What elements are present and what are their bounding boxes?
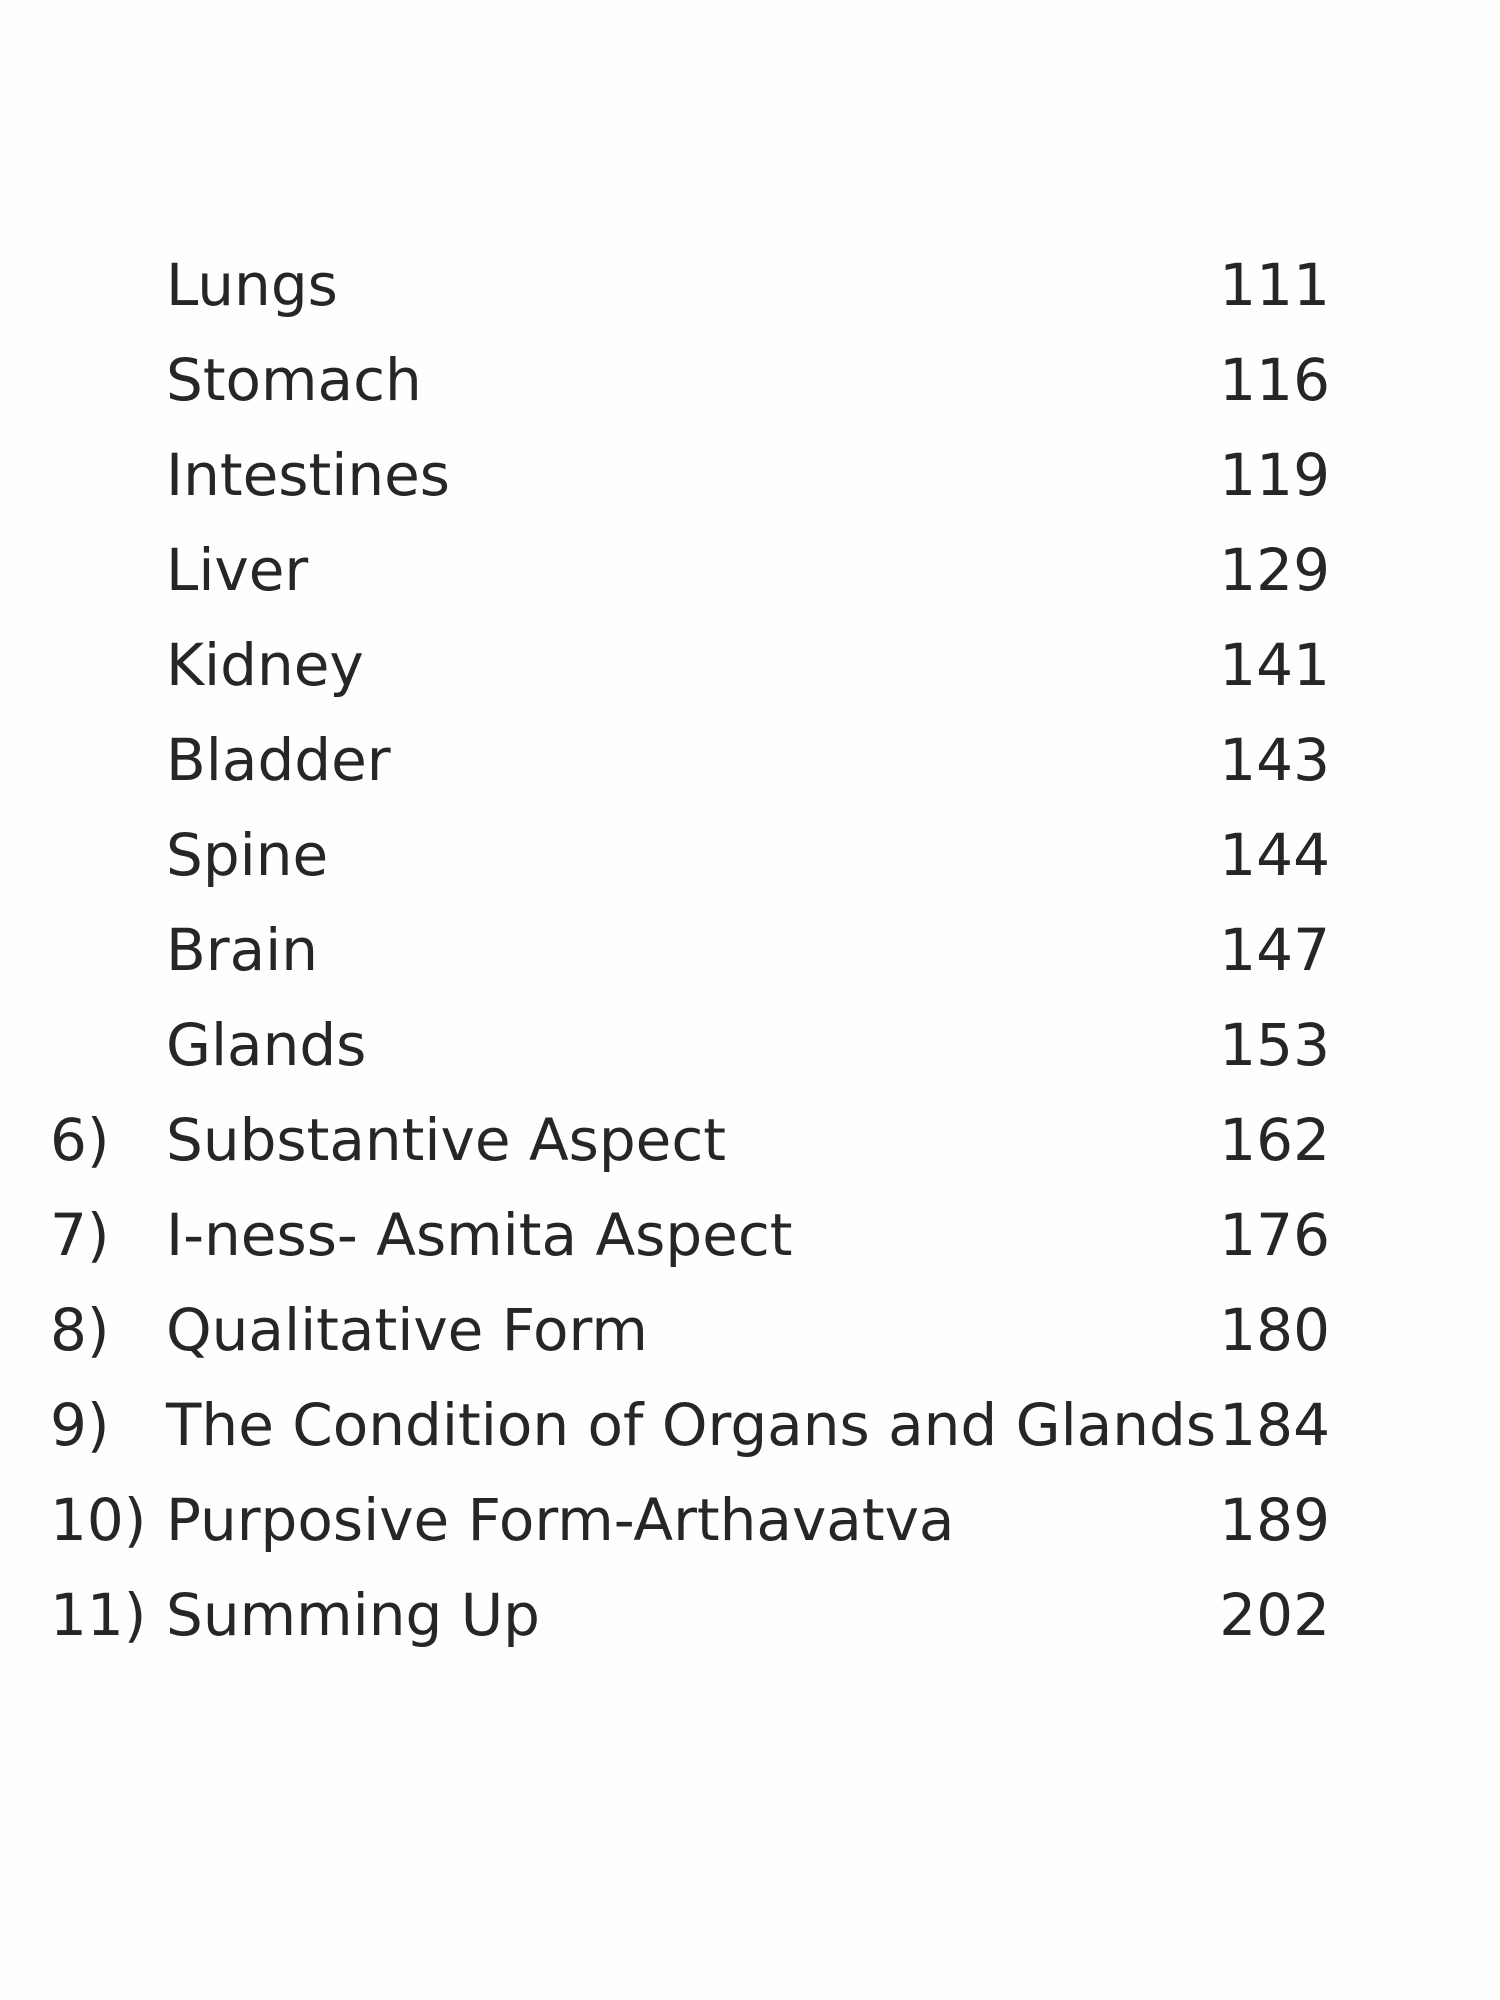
toc-entry-title: Qualitative Form <box>166 1296 648 1364</box>
toc-entry-page: 202 <box>1219 1581 1330 1649</box>
toc-entry-title: Intestines <box>166 441 451 509</box>
toc-entry-title: Glands <box>166 1011 367 1079</box>
toc-entry-number: 10) <box>50 1486 147 1554</box>
toc-entry-title: Purposive Form-Arthavatva <box>166 1486 955 1554</box>
toc-entry <box>0 1093 1500 1188</box>
toc-entry-page: 143 <box>1219 726 1330 794</box>
toc-entry-title: Brain <box>166 916 319 984</box>
toc-entry-page: 147 <box>1219 916 1330 984</box>
toc-entry <box>0 428 1500 523</box>
toc-entry-page: 116 <box>1219 346 1330 414</box>
toc-entry-number: 7) <box>50 1201 110 1269</box>
toc-entry-page: 141 <box>1219 631 1330 699</box>
toc-entry <box>0 523 1500 618</box>
toc-entry-page: 111 <box>1219 251 1330 319</box>
toc-entry <box>0 333 1500 428</box>
toc-entry-page: 153 <box>1219 1011 1330 1079</box>
table-of-contents <box>0 238 1500 1663</box>
toc-entry <box>0 618 1500 713</box>
toc-entry-number: 11) <box>50 1581 147 1649</box>
toc-entry-page: 162 <box>1219 1106 1330 1174</box>
toc-entry-title: Spine <box>166 821 329 889</box>
toc-entry-page: 176 <box>1219 1201 1330 1269</box>
toc-entry <box>0 1473 1500 1568</box>
toc-entry <box>0 998 1500 1093</box>
toc-entry-page: 144 <box>1219 821 1330 889</box>
toc-entry-title: Summing Up <box>166 1581 540 1649</box>
toc-entry <box>0 238 1500 333</box>
toc-entry-title: The Condition of Organs and Glands <box>166 1391 1217 1459</box>
toc-entry-page: 189 <box>1219 1486 1330 1554</box>
toc-entry-page: 180 <box>1219 1296 1330 1364</box>
toc-entry-title: I-ness- Asmita Aspect <box>166 1201 793 1269</box>
toc-entry-page: 184 <box>1219 1391 1330 1459</box>
toc-entry <box>0 1283 1500 1378</box>
toc-entry-page: 119 <box>1219 441 1330 509</box>
toc-entry-title: Kidney <box>166 631 364 699</box>
toc-entry <box>0 903 1500 998</box>
toc-entry-page: 129 <box>1219 536 1330 604</box>
toc-entry <box>0 1378 1500 1473</box>
toc-entry <box>0 808 1500 903</box>
toc-entry-title: Stomach <box>166 346 422 414</box>
toc-entry-number: 8) <box>50 1296 110 1364</box>
toc-entry-title: Substantive Aspect <box>166 1106 726 1174</box>
toc-entry-number: 6) <box>50 1106 110 1174</box>
toc-entry <box>0 1188 1500 1283</box>
toc-entry-title: Lungs <box>166 251 338 319</box>
toc-entry <box>0 1568 1500 1663</box>
toc-entry-title: Liver <box>166 536 309 604</box>
toc-entry-number: 9) <box>50 1391 110 1459</box>
toc-entry <box>0 713 1500 808</box>
toc-entry-title: Bladder <box>166 726 391 794</box>
